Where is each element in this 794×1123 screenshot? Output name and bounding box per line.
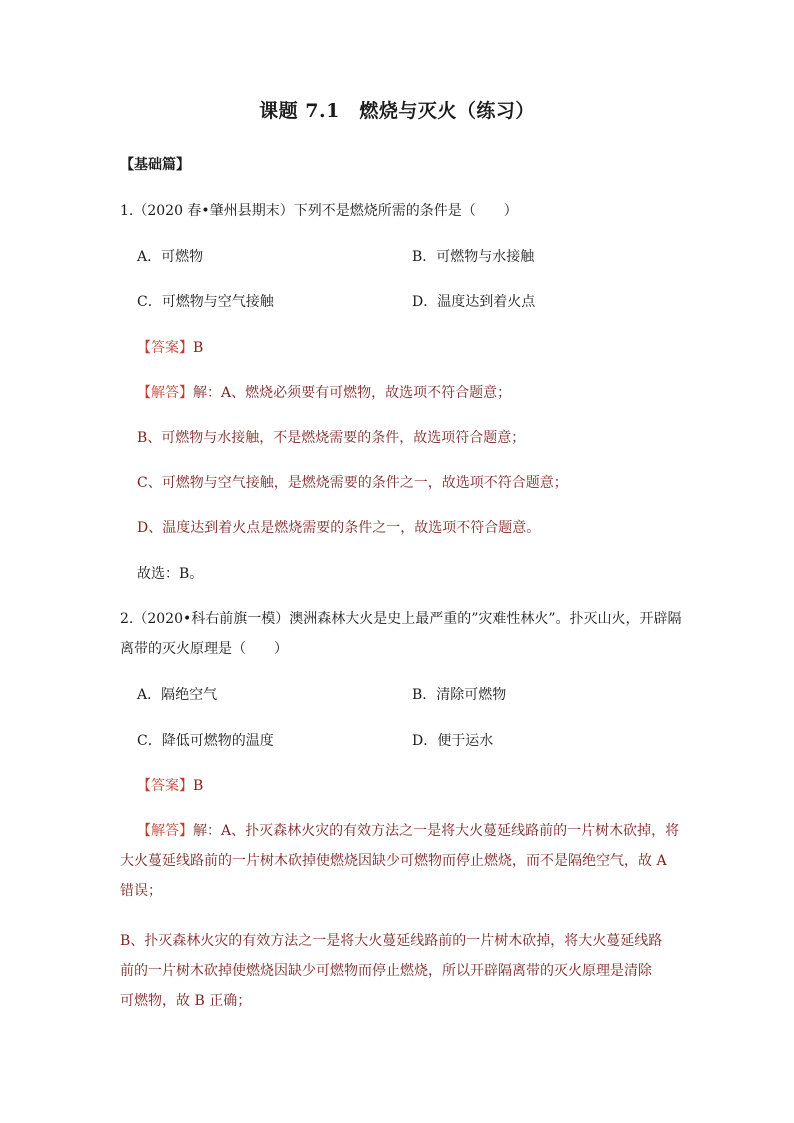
section-heading: 【基础篇】	[120, 157, 190, 173]
q2-option-d: D．便于运水	[412, 733, 494, 749]
q2-explain-a-line-2: 大火蔓延线路前的一片树木砍掉使燃烧因缺少可燃物而停止燃烧，而不是隔绝空气，故 A	[120, 853, 667, 869]
q2-explain-b-line-3: 可燃物，故 B 正确；	[120, 993, 252, 1009]
q1-option-a: A．可燃物	[137, 249, 204, 265]
explain-label: 【解答】	[137, 823, 193, 839]
page-title: 课题 7.1 燃烧与灭火（练习）	[259, 100, 535, 122]
q2-explain-a-line-3: 错误；	[120, 883, 162, 899]
answer-label: 【答案】	[137, 778, 193, 794]
question-2-stem-line-1: 2.（2020•科右前旗一模）澳洲森林大火是史上最严重的”灾难性林火”。扑灭山火，开辟隔	[120, 611, 682, 627]
q2-answer	[137, 775, 203, 795]
q2-option-b: B．清除可燃物	[412, 687, 507, 703]
q2-explain-b-line-1: B、扑灭森林火灾的有效方法之一是将大火蔓延线路前的一片树木砍掉，将大火蔓延线路	[120, 933, 663, 949]
q1-option-d: D．温度达到着火点	[412, 294, 536, 310]
explain-text: 解：A、燃烧必须要有可燃物，故选项不符合题意；	[193, 385, 512, 401]
explain-label: 【解答】	[137, 385, 193, 401]
q1-explain-line-2: B、可燃物与水接触，不是燃烧需要的条件，故选项符合题意；	[137, 430, 526, 446]
answer-label: 【答案】	[137, 340, 193, 356]
question-2-stem-line-2: 离带的灭火原理是（ ）	[120, 641, 288, 657]
q1-explain-line-1	[137, 382, 511, 402]
q2-option-c: C．降低可燃物的温度	[137, 733, 274, 749]
q2-explain-a-line-1	[137, 820, 679, 840]
q1-explain-line-3: C、可燃物与空气接触，是燃烧需要的条件之一，故选项不符合题意；	[137, 475, 568, 491]
answer-value: B	[193, 778, 204, 794]
answer-value: B	[193, 340, 204, 356]
q1-option-b: B．可燃物与水接触	[412, 249, 535, 265]
q1-answer	[137, 337, 203, 357]
q1-conclusion: 故选：B。	[137, 566, 204, 582]
q2-option-a: A．隔绝空气	[137, 687, 218, 703]
question-1-stem: 1.（2020 春•肇州县期末）下列不是燃烧所需的条件是（ ）	[120, 203, 518, 219]
q1-option-c: C．可燃物与空气接触	[137, 294, 274, 310]
q2-explain-b-line-2: 前的一片树木砍掉使燃烧因缺少可燃物而停止燃烧，所以开辟隔离带的灭火原理是清除	[120, 963, 652, 979]
q1-explain-line-4: D、温度达到着火点是燃烧需要的条件之一，故选项不符合题意。	[137, 520, 541, 536]
explain-text: 解：A、扑灭森林火灾的有效方法之一是将大火蔓延线路前的一片树木砍掉，将	[193, 823, 680, 839]
